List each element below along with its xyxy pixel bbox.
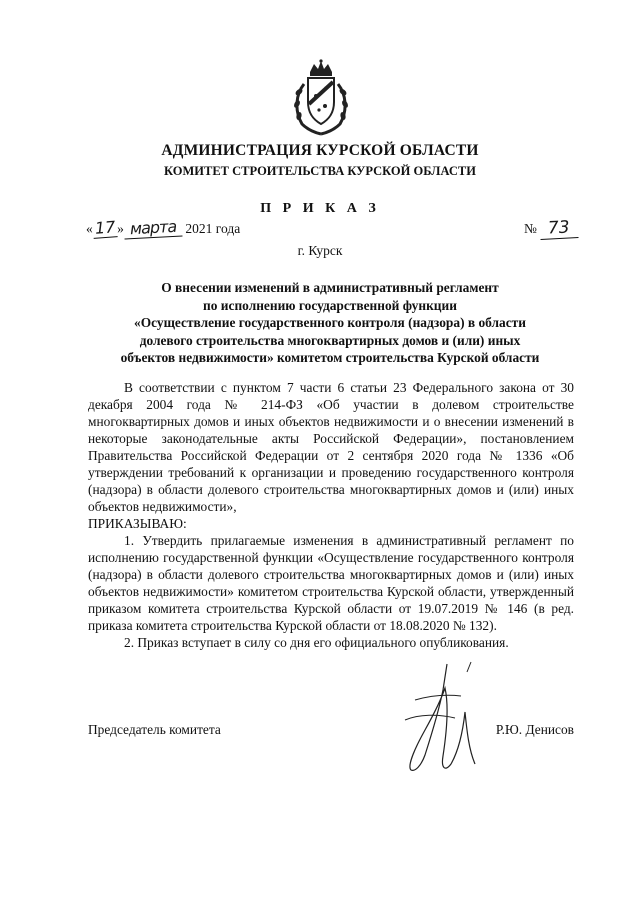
item-2-paragraph: 2. Приказ вступает в силу со дня его официального опубликования. xyxy=(124,635,509,650)
document-type-heading: П Р И К А З xyxy=(260,201,380,216)
number-prefix: № xyxy=(524,221,537,236)
subject-line: объектов недвижимости» комитетом строительства Курской области xyxy=(120,350,540,365)
date-year: 2021 года xyxy=(185,221,241,236)
city-label: г. Курск xyxy=(297,243,343,258)
order-keyword: ПРИКАЗЫВАЮ: xyxy=(88,516,187,531)
subject-line: долевого строительства многоквартирных домов и (или) иных xyxy=(139,332,521,348)
signatory-name: Р.Ю. Денисов xyxy=(495,722,574,737)
date-day-handwritten: 17 xyxy=(92,217,118,239)
order-number xyxy=(524,218,578,239)
coat-of-arms-icon xyxy=(290,58,352,136)
order-date xyxy=(86,218,240,238)
subject-line: по исполнению государственной функции xyxy=(203,297,457,313)
signatory-position: Председатель комитета xyxy=(88,722,221,737)
handwritten-signature-icon xyxy=(385,660,495,780)
order-body xyxy=(88,379,574,651)
order-subject xyxy=(100,279,560,367)
organization-title: АДМИНИСТРАЦИЯ КУРСКОЙ ОБЛАСТИ xyxy=(161,142,479,159)
number-handwritten: 73 xyxy=(540,217,579,240)
preamble-paragraph: В соответствии с пунктом 7 части 6 статьи 23 Федерального закона от 30 декабря 2004 года № 214-ФЗ «Об участии в долевом строительстве многоквартирных домов и иных объектов недвижимости и о внесении изменений в некоторые законодательные акты Российской Федерации», постановлением Правительства Российской Федерации от 2 сентября 2020 года № 1336 «Об утверждении требований к организации и проведению государственного контроля (надзора) в области долевого строительства многоквартирных домов и (или) иных объектов недвижимости», xyxy=(88,380,574,514)
subject-line: «Осуществление государственного контроля (надзора) в области xyxy=(134,315,526,330)
committee-title: КОМИТЕТ СТРОИТЕЛЬСТВА КУРСКОЙ ОБЛАСТИ xyxy=(164,164,476,178)
date-close-quote: » xyxy=(117,221,124,236)
subject-line: О внесении изменений в административный регламент xyxy=(161,280,499,295)
date-month-handwritten: марта xyxy=(123,216,182,239)
item-1-paragraph: 1. Утвердить прилагаемые изменения в административный регламент по исполнению государственной функции «Осуществление государственного контроля (надзора) в области долевого строительства многоквартирных домов и (или) иных объектов недвижимости» комитетом строительства Курской области, утвержденный приказом комитета строительства Курской области от 19.07.2019 № 146 (в ред. приказа комитета строительства Курской области от 18.08.2020 № 132). xyxy=(88,533,574,633)
date-open-quote: « xyxy=(86,221,93,236)
